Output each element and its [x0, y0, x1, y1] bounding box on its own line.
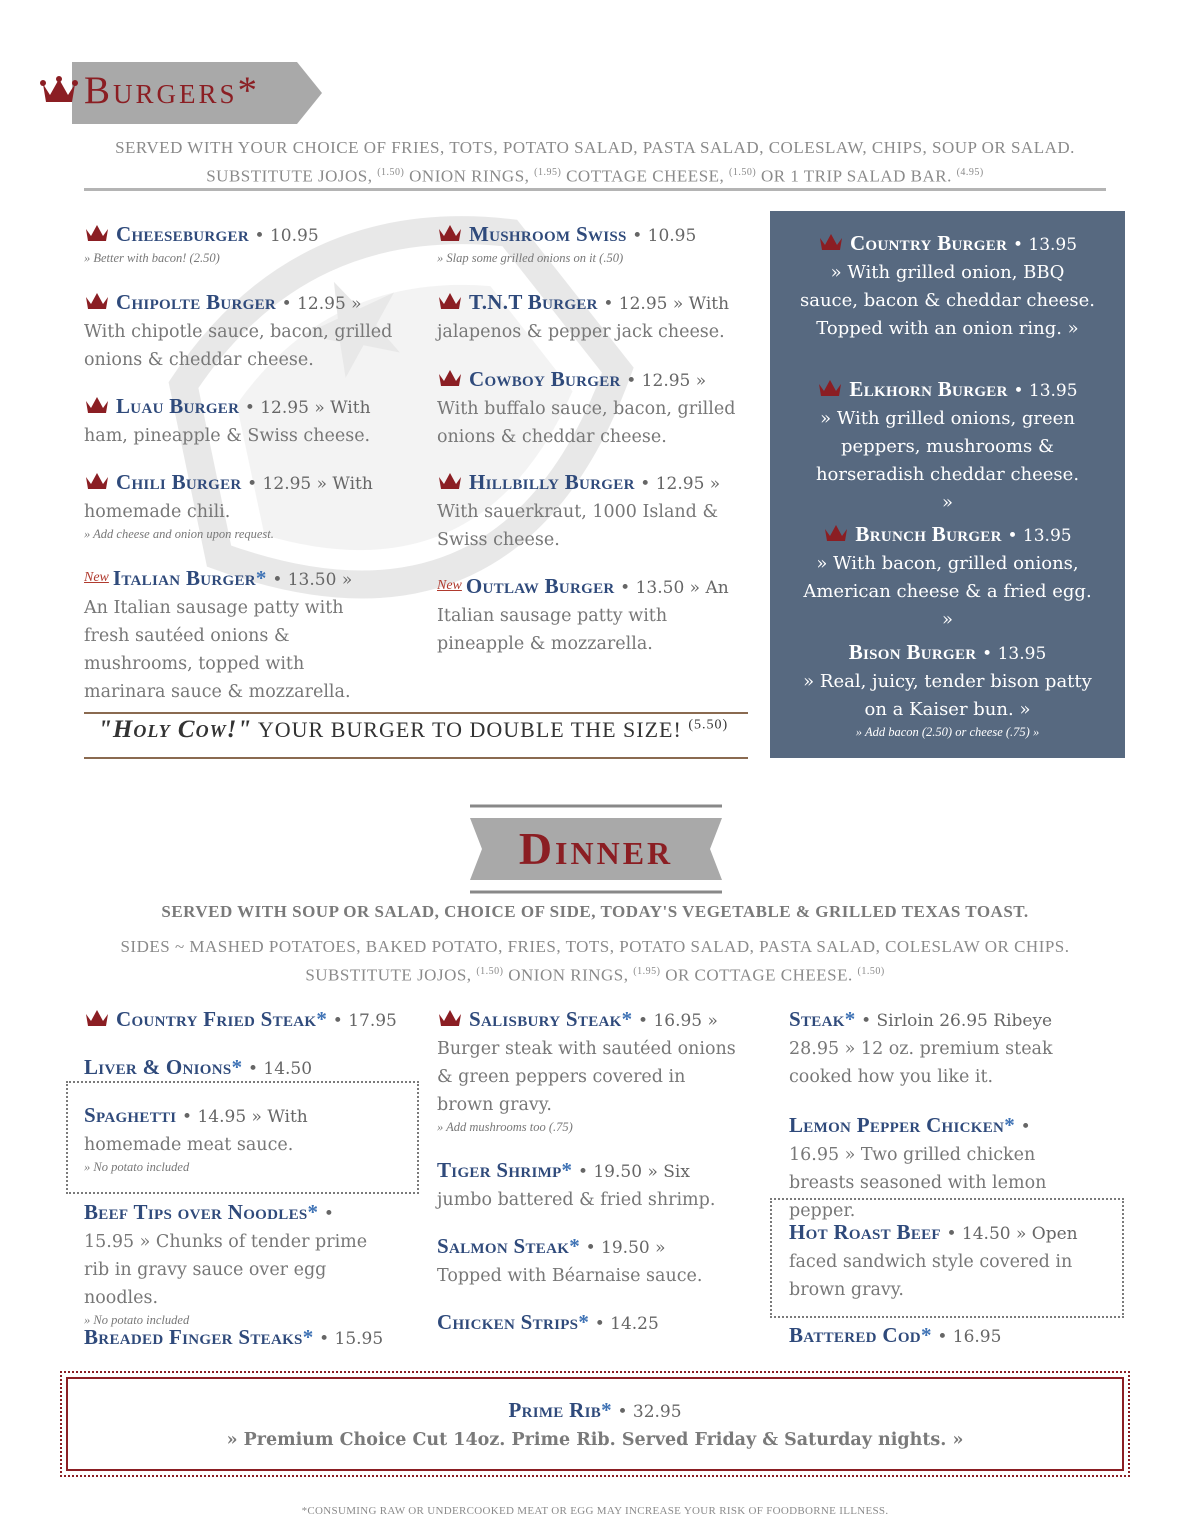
menu-item — [770, 229, 1125, 343]
item-description: » With bacon, grilled onions, American cheese & a fried egg. » — [803, 553, 1092, 630]
item-asterisk: * — [561, 1158, 573, 1182]
item-price: • 15.95 — [319, 1329, 384, 1349]
crown-icon — [437, 368, 463, 388]
item-price: • 19.50 » Six — [577, 1162, 690, 1182]
item-price: • Sirloin 26.95 Ribeye — [861, 1011, 1053, 1031]
item-description: » Premium Choice Cut 14oz. Prime Rib. Served Friday & Saturday nights. » — [226, 1430, 964, 1450]
menu-item — [84, 1101, 404, 1175]
item-description: homemade meat sauce. — [84, 1135, 294, 1155]
item-asterisk: * — [578, 1310, 590, 1334]
item-name: Chicken Strips — [437, 1310, 579, 1334]
menu-item — [437, 365, 742, 451]
item-price: • 19.50 » — [585, 1238, 666, 1258]
item-name: T.N.T Burger — [469, 290, 598, 314]
menu-item — [437, 288, 747, 346]
item-asterisk: * — [307, 1200, 319, 1224]
item-name: Prime Rib — [508, 1398, 602, 1422]
item-description: With chipotle sauce, bacon, grilled onions & cheddar cheese. — [84, 322, 393, 370]
crown-icon — [437, 1008, 463, 1028]
crown-icon — [84, 223, 110, 243]
menu-item — [84, 564, 384, 706]
item-price: • 14.50 — [247, 1059, 313, 1079]
holy-cow-text: YOUR BURGER TO DOUBLE THE SIZE! — [257, 717, 682, 742]
crown-icon — [84, 395, 110, 415]
item-price: • 17.95 — [332, 1011, 397, 1031]
item-name: Steak — [789, 1007, 845, 1031]
dinner-title: Dinner — [518, 823, 674, 874]
item-name: Spaghetti — [84, 1103, 177, 1127]
item-name: Country Fried Steak — [116, 1007, 317, 1031]
item-note: » No potato included — [84, 1313, 190, 1327]
item-price: • 12.95 » With — [244, 398, 371, 418]
item-description: faced sandwich style covered in brown gravy. — [789, 1252, 1073, 1300]
item-description: 15.95 » Chunks of tender prime rib in gravy sauce over egg noodles. — [84, 1232, 368, 1308]
item-price: • 13.95 — [982, 644, 1047, 664]
food-safety-disclaimer: *CONSUMING RAW OR UNDERCOOKED MEAT OR EGG MAY INCREASE YOUR RISK OF FOODBORNE ILLNESS. — [301, 1505, 889, 1517]
item-description: Italian sausage patty with pineapple & mozzarella. — [437, 606, 668, 654]
item-asterisk: * — [1004, 1113, 1015, 1137]
crown-icon — [84, 291, 110, 311]
menu-item — [437, 220, 757, 266]
item-asterisk: * — [569, 1234, 581, 1258]
item-description: » With grilled onion, BBQ sauce, bacon & cheddar cheese. Topped with an onion ring. » — [800, 262, 1095, 339]
menu-item — [84, 1323, 404, 1353]
crown-icon — [437, 291, 463, 311]
item-asterisk: * — [601, 1398, 612, 1422]
item-name: Beef Tips over Noodles — [84, 1200, 308, 1224]
item-price: • 12.95 » With — [247, 474, 373, 494]
item-asterisk: * — [255, 566, 267, 590]
item-note: » Better with bacon! (2.50) — [84, 251, 220, 265]
item-price: • 13.95 — [1007, 526, 1072, 546]
item-name: Battered Cod — [789, 1323, 921, 1347]
item-name: Lemon Pepper Chicken — [789, 1113, 1005, 1137]
item-price: • 16.95 — [937, 1327, 1002, 1347]
crown-icon — [84, 471, 110, 491]
holy-cow-title: "Holy Cow!" — [98, 716, 253, 743]
holy-cow-price: (5.50) — [688, 717, 729, 733]
crown-icon — [437, 471, 463, 491]
menu-item — [770, 638, 1125, 740]
menu-item — [770, 375, 1125, 517]
item-price: • 32.95 — [617, 1402, 682, 1422]
item-name: Liver & Onions — [84, 1055, 232, 1079]
item-description: With buffalo sauce, bacon, grilled onions & cheddar cheese. — [437, 399, 736, 447]
item-price: • 10.95 — [632, 226, 697, 246]
item-description: » With grilled onions, green peppers, mushrooms & horseradish cheddar cheese. » — [815, 408, 1080, 513]
item-name: Hillbilly Burger — [469, 470, 635, 494]
item-name: Outlaw Burger — [465, 574, 615, 598]
item-price: • 14.95 » With — [182, 1107, 308, 1127]
menu-item — [84, 220, 404, 266]
item-description: jumbo battered & fried shrimp. — [437, 1190, 716, 1210]
item-name: Luau Burger — [116, 394, 240, 418]
menu-item — [789, 1218, 1099, 1304]
item-description: jalapenos & pepper jack cheese. — [437, 322, 725, 342]
item-description: Topped with Béarnaise sauce. — [437, 1266, 703, 1286]
menu-item — [770, 520, 1125, 634]
item-note: » Add bacon (2.50) or cheese (.75) » — [855, 725, 1040, 739]
item-note: » Add cheese and onion upon request. — [84, 527, 274, 541]
item-name: Salisbury Steak — [469, 1007, 622, 1031]
menu-item — [437, 1232, 737, 1290]
item-price: • 13.95 — [1012, 235, 1078, 255]
crown-icon — [437, 223, 463, 243]
item-name: Salmon Steak — [437, 1234, 570, 1258]
menu-item — [437, 1308, 757, 1338]
menu-item — [789, 1005, 1089, 1091]
item-price: • 16.95 » — [638, 1011, 718, 1031]
item-name: Italian Burger — [112, 566, 256, 590]
menu-item — [437, 1156, 737, 1214]
item-price: • 12.95 » With — [603, 294, 730, 314]
menu-item — [437, 1005, 742, 1135]
item-asterisk: * — [621, 1007, 633, 1031]
prime-rib-item — [66, 1396, 1124, 1454]
burgers-subhead-line1: SERVED WITH YOUR CHOICE OF FRIES, TOTS, POTATO SALAD, PASTA SALAD, COLESLAW, CHIPS, SOUP OR SALAD. — [115, 138, 1075, 157]
holy-cow-upgrade — [98, 716, 728, 744]
item-price: • 10.95 — [254, 226, 319, 246]
crown-icon — [823, 523, 849, 543]
item-description: 16.95 » Two grilled chicken breasts seasoned with lemon pepper. — [789, 1145, 1047, 1221]
item-note: » Add mushrooms too (.75) — [437, 1120, 573, 1134]
item-name: Breaded Finger Steaks — [84, 1325, 303, 1349]
item-price: • 12.95 » — [640, 474, 721, 494]
item-price: • 12.95 » — [281, 294, 362, 314]
burgers-subhead-line2: SUBSTITUTE JOJOS, $^{(1.50)}$ ONION RINGS, $^{(1.95)}$ COTTAGE CHEESE, $^{(1.50)}$ OR 1 TRIP SALAD BAR. $^{(4.95)}$ — [206, 166, 984, 186]
item-price: • — [1020, 1117, 1031, 1137]
item-name: Chili Burger — [116, 470, 242, 494]
item-asterisk: * — [920, 1323, 932, 1347]
menu-item — [789, 1321, 1109, 1351]
menu-item — [437, 468, 737, 554]
item-description: 28.95 » 12 oz. premium steak cooked how you like it. — [789, 1039, 1053, 1087]
item-name: Brunch Burger — [855, 522, 1002, 546]
item-note: » Slap some grilled onions on it (.50) — [437, 251, 624, 265]
item-asterisk: * — [302, 1325, 314, 1349]
crown-icon — [818, 232, 844, 252]
item-name: Country Burger — [849, 231, 1008, 255]
menu-item — [437, 572, 742, 658]
menu-item — [84, 1198, 394, 1328]
crown-icon — [817, 378, 843, 398]
item-asterisk: * — [316, 1007, 328, 1031]
dinner-sides-line1: SIDES ~ MASHED POTATOES, BAKED POTATO, FRIES, TOTS, POTATO SALAD, PASTA SALAD, COLESLAW OR CHIPS. — [120, 937, 1070, 956]
item-price: • 14.50 » Open — [946, 1224, 1078, 1244]
item-name: Elkhorn Burger — [849, 377, 1008, 401]
item-price: • 12.95 » — [626, 371, 707, 391]
burgers-title: Burgers* — [84, 69, 261, 112]
item-price: • 13.50 » An — [620, 578, 729, 598]
new-badge: New — [437, 578, 462, 593]
item-description: » Real, juicy, tender bison patty on a Kaiser bun. » — [803, 671, 1092, 720]
item-asterisk: * — [844, 1007, 856, 1031]
menu-item — [84, 392, 394, 450]
menu-item — [84, 288, 394, 374]
crown-icon — [84, 1008, 110, 1028]
item-name: Bison Burger — [848, 640, 977, 664]
item-name: Hot Roast Beef — [789, 1220, 941, 1244]
item-asterisk: * — [231, 1055, 243, 1079]
section-divider — [84, 188, 1106, 191]
item-name: Tiger Shrimp — [437, 1158, 562, 1182]
item-price: • — [323, 1204, 334, 1224]
item-name: Chipolte Burger — [116, 290, 277, 314]
item-price: • 13.50 » — [272, 570, 353, 590]
item-name: Mushroom Swiss — [469, 222, 627, 246]
item-price: • 14.25 — [594, 1314, 659, 1334]
item-description: ham, pineapple & Swiss cheese. — [84, 426, 371, 446]
item-description: An Italian sausage patty with fresh sautéed onions & mushrooms, topped with marinara sauce & mozzarella. — [84, 598, 351, 702]
new-badge: New — [84, 570, 109, 585]
dinner-sides-line2: SUBSTITUTE JOJOS, $^{(1.50)}$ ONION RINGS, $^{(1.95)}$ OR COTTAGE CHEESE. $^{(1.50)}$ — [305, 965, 885, 985]
item-description: homemade chili. — [84, 502, 231, 522]
menu-item — [84, 468, 394, 542]
item-name: Cheeseburger — [116, 222, 249, 246]
dinner-subhead: SERVED WITH SOUP OR SALAD, CHOICE OF SIDE, TODAY'S VEGETABLE & GRILLED TEXAS TOAST. — [161, 902, 1029, 921]
item-note: » No potato included — [84, 1160, 190, 1174]
crown-icon — [40, 75, 78, 105]
item-name: Cowboy Burger — [469, 367, 621, 391]
item-price: • 13.95 — [1013, 381, 1078, 401]
item-description: With sauerkraut, 1000 Island & Swiss cheese. — [437, 502, 719, 550]
item-description: Burger steak with sautéed onions & green peppers covered in brown gravy. — [437, 1039, 736, 1115]
menu-item — [84, 1005, 414, 1035]
menu-item — [84, 1053, 404, 1083]
